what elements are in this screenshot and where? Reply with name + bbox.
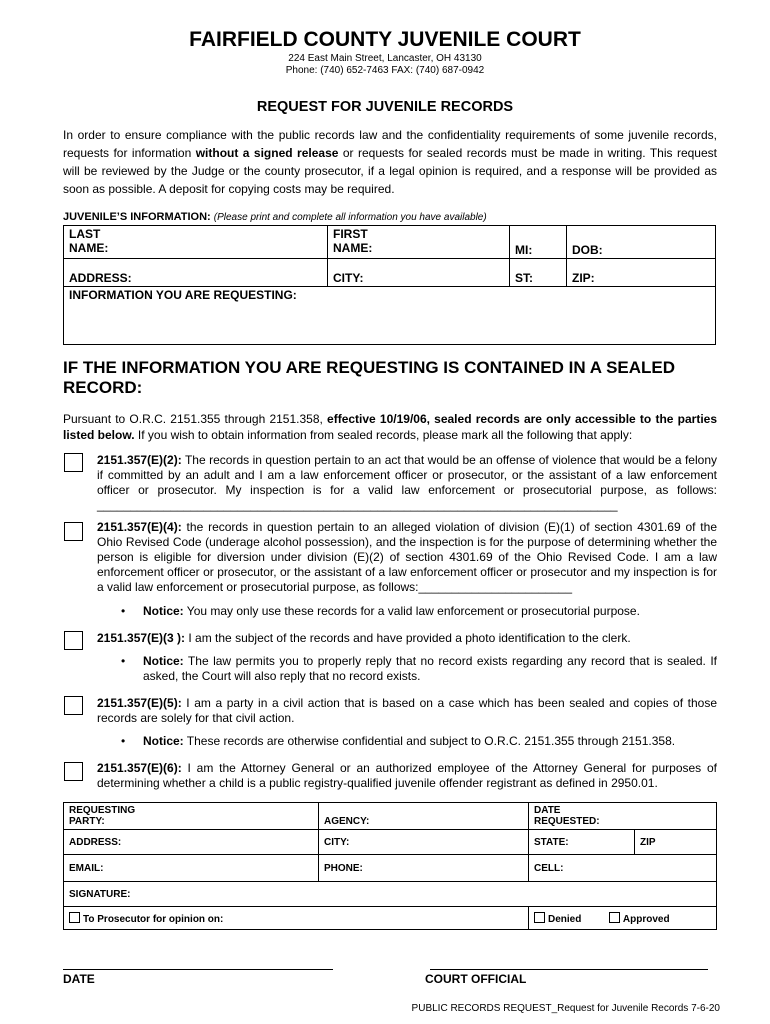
court-official-signature-line bbox=[430, 969, 708, 970]
requestor-city-field[interactable]: CITY: bbox=[319, 830, 529, 855]
form-title: REQUEST FOR JUVENILE RECORDS bbox=[256, 99, 514, 115]
state-field[interactable]: ST: bbox=[510, 259, 567, 287]
bullet-icon: • bbox=[121, 604, 126, 618]
pursuant-paragraph: Pursuant to O.R.C. 2151.355 through 2151.358, effective 10/19/06, sealed records are only accessible to the parties listed below. If you wish to obtain information from sealed records, please mark all the following that apply: bbox=[63, 412, 718, 442]
requestor-phone-field[interactable]: PHONE: bbox=[319, 855, 529, 882]
court-official-label: COURT OFFICIAL bbox=[425, 972, 527, 986]
notice-3: Notice: These records are otherwise confidential and subject to O.R.C. 2151.355 through 2151.358. bbox=[143, 734, 676, 748]
requestor-cell-field[interactable]: CELL: bbox=[529, 855, 717, 882]
last-name-field[interactable]: LAST NAME: bbox=[64, 226, 328, 259]
date-signature-line bbox=[63, 969, 333, 970]
info-requesting-field[interactable]: INFORMATION YOU ARE REQUESTING: bbox=[64, 287, 716, 345]
juvenile-info-header: JUVENILE’S INFORMATION: (Please print and complete all information you have available) bbox=[63, 211, 487, 223]
denied-checkbox[interactable] bbox=[534, 912, 545, 923]
requestor-state-field[interactable]: STATE: bbox=[529, 830, 635, 855]
juvenile-info-table bbox=[63, 225, 716, 345]
intro-paragraph: In order to ensure compliance with the public records law and the confidentiality requirements of some juvenile records, requests for information without a signed release or requests for sealed records must be made in writing. This request will be reviewed by the Judge or the county prosecutor, if a legal opinion is required, and a response will be provided as soon as possible. A deposit for copying costs may be required. bbox=[63, 128, 717, 196]
option-e2-text: 2151.357(E)(2): The records in question pertain to an act that would be an offense of violence that would be a felony if committed by an adult and I am a law enforcement officer or prosecutor, or the assistant of a law enforcement officer or prosecutor. My inspection is for a valid law enforcement or prosecutorial purpose, as follows: ______________________________________________________________________________ bbox=[97, 453, 717, 512]
option-e4-text: 2151.357(E)(4): the records in question pertain to an alleged violation of division (E)(1) of section 4301.69 of the Ohio Revised Code (underage alcohol possession), and the inspection is for the purpose of determining whether the person is eligible for diversion under division (E)(2) of section 4301.69 of the Ohio Revised Code. I am a law enforcement officer or prosecutor, or the assistant of a law enforcement officer or prosecutor and my inspection is for a valid law enforcement or prosecutorial purpose, as follows:_______________________ bbox=[97, 520, 717, 594]
sealed-record-heading: IF THE INFORMATION YOU ARE REQUESTING IS CONTAINED IN A SEALED RECORD: bbox=[63, 358, 676, 397]
option-e5-text: 2151.357(E)(5): I am a party in a civil action that is based on a case which has been sealed and copies of those records are solely for that civil action. bbox=[97, 696, 717, 725]
prosecutor-opinion-field[interactable]: To Prosecutor for opinion on: bbox=[64, 907, 529, 930]
option-e2-checkbox[interactable] bbox=[64, 453, 83, 472]
notice-2: Notice: The law permits you to properly reply that no record exists regarding any record that is sealed. If asked, the Court will also reply that no record exists. bbox=[143, 654, 717, 683]
bullet-icon: • bbox=[121, 734, 126, 748]
option-e5-checkbox[interactable] bbox=[64, 696, 83, 715]
requestor-address-field[interactable]: ADDRESS: bbox=[64, 830, 319, 855]
requestor-email-field[interactable]: EMAIL: bbox=[64, 855, 319, 882]
date-requested-field[interactable]: DATE REQUESTED: bbox=[529, 803, 717, 830]
option-e3-checkbox[interactable] bbox=[64, 631, 83, 650]
dob-field[interactable]: DOB: bbox=[567, 226, 716, 259]
option-e4-checkbox[interactable] bbox=[64, 522, 83, 541]
decision-field: Denied Approved bbox=[529, 907, 717, 930]
court-address: 224 East Main Street, Lancaster, OH 43130 bbox=[288, 53, 482, 64]
date-label: DATE bbox=[63, 972, 95, 986]
first-name-field[interactable]: FIRST NAME: bbox=[328, 226, 510, 259]
requestor-zip-field[interactable]: ZIP bbox=[635, 830, 717, 855]
city-field[interactable]: CITY: bbox=[328, 259, 510, 287]
zip-field[interactable]: ZIP: bbox=[567, 259, 716, 287]
notice-1: Notice: You may only use these records for a valid law enforcement or prosecutorial purpose. bbox=[143, 604, 640, 618]
prosecutor-checkbox[interactable] bbox=[69, 912, 80, 923]
form-footer-id: PUBLIC RECORDS REQUEST_Request for Juvenile Records 7-6-20 bbox=[411, 1003, 720, 1014]
address-field[interactable]: ADDRESS: bbox=[64, 259, 328, 287]
approved-checkbox[interactable] bbox=[609, 912, 620, 923]
agency-field[interactable]: AGENCY: bbox=[319, 803, 529, 830]
option-e3-text: 2151.357(E)(3 ): I am the subject of the records and have provided a photo identification to the clerk. bbox=[97, 631, 631, 645]
signature-field[interactable]: SIGNATURE: bbox=[64, 882, 717, 907]
court-phone: Phone: (740) 652-7463 FAX: (740) 687-0942 bbox=[285, 65, 485, 76]
mi-field[interactable]: MI: bbox=[510, 226, 567, 259]
court-title: FAIRFIELD COUNTY JUVENILE COURT bbox=[189, 28, 581, 51]
option-e6-text: 2151.357(E)(6): I am the Attorney General or an authorized employee of the Attorney General for purposes of determining whether a child is a public registry-qualified juvenile offender registrant as defined in 2950.01. bbox=[97, 761, 717, 790]
option-e6-checkbox[interactable] bbox=[64, 762, 83, 781]
requesting-party-field[interactable]: REQUESTING PARTY: bbox=[64, 803, 319, 830]
bullet-icon: • bbox=[121, 654, 126, 668]
requestor-info-table bbox=[63, 802, 717, 930]
